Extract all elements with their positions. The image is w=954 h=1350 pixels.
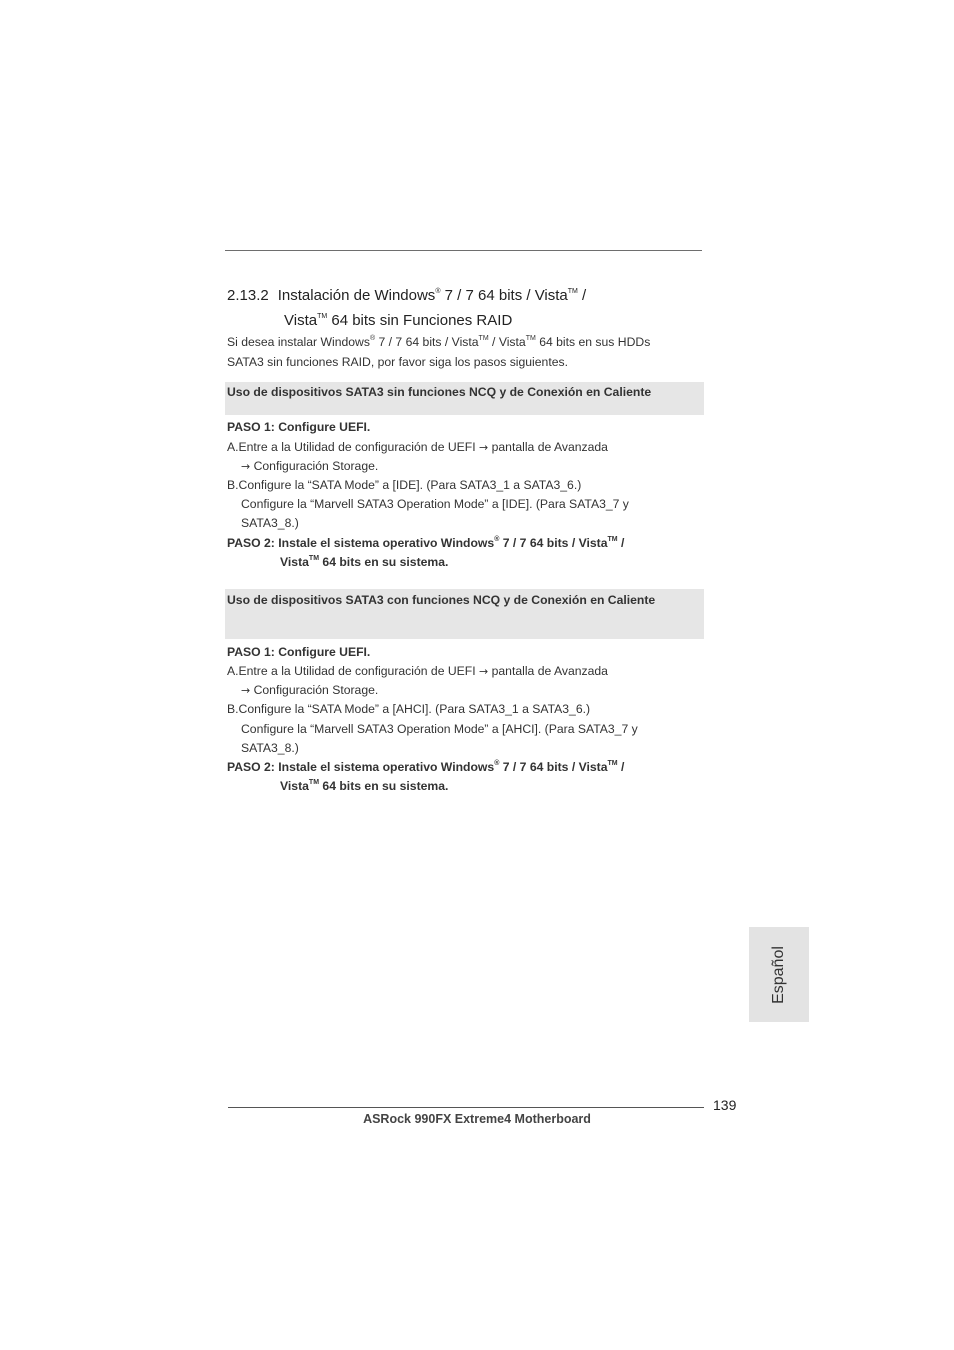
step-text: / — [617, 760, 625, 774]
step-text: 7 / 7 64 bits / Vista — [499, 536, 608, 550]
trademark-mark: TM — [308, 554, 320, 562]
heading-text: / — [577, 287, 587, 304]
page-number: 139 — [713, 1097, 737, 1113]
trademark-mark: TM — [567, 288, 578, 295]
step-b-line-3: SATA3_8.) — [241, 741, 299, 755]
intro-text: 7 / 7 64 bits / Vista — [375, 335, 479, 349]
step2-label-2 — [280, 779, 448, 793]
section-heading-line2 — [284, 312, 512, 329]
intro-line-1 — [227, 335, 650, 349]
step-text: pantalla de Avanzada — [488, 440, 608, 454]
registered-mark: ® — [494, 535, 500, 543]
registered-mark: ® — [369, 334, 376, 342]
step-b-line-2: Configure la “Marvell SATA3 Operation Mode” a [IDE]. (Para SATA3_7 y — [241, 497, 629, 511]
step2-label — [227, 536, 624, 550]
heading-text: Instalación de Windows — [277, 287, 436, 304]
arrow-icon: → — [479, 441, 489, 454]
step-b-line-3: SATA3_8.) — [241, 516, 299, 530]
arrow-icon: → — [479, 665, 489, 678]
step-text: A.Entre a la Utilidad de configuración de UEFI — [227, 664, 480, 678]
step2-label-2 — [280, 555, 448, 569]
arrow-icon: → — [241, 460, 251, 473]
intro-text: 64 bits en sus HDDs — [535, 335, 651, 349]
footer-rule — [228, 1107, 704, 1108]
step-text: PASO 2: Instale el sistema operativo Windows — [227, 760, 495, 774]
step1-label: PASO 1: Configure UEFI. — [227, 420, 371, 434]
footer-text: ASRock 990FX Extreme4 Motherboard — [363, 1112, 591, 1126]
step-a-line-2 — [241, 683, 378, 698]
step-text: pantalla de Avanzada — [488, 664, 608, 678]
step-text: Configuración Storage. — [250, 683, 379, 697]
step-a-line — [227, 664, 608, 679]
band-title-2: Uso de dispositivos SATA3 con funciones NCQ y de Conexión en Caliente — [227, 593, 656, 607]
step1-label: PASO 1: Configure UEFI. — [227, 645, 371, 659]
trademark-mark: TM — [478, 334, 489, 342]
band-title-1: Uso de dispositivos SATA3 sin funciones NCQ y de Conexión en Caliente — [227, 385, 652, 399]
heading-text: 64 bits sin Funciones RAID — [327, 312, 513, 329]
registered-mark: ® — [494, 759, 500, 767]
step-text: 64 bits en su sistema. — [319, 779, 449, 793]
intro-text: / Vista — [488, 335, 526, 349]
arrow-icon: → — [241, 684, 251, 697]
heading-text: 7 / 7 64 bits / Vista — [440, 287, 568, 304]
step-text: PASO 2: Instale el sistema operativo Windows — [227, 536, 495, 550]
step-text: Vista — [280, 555, 309, 569]
trademark-mark: TM — [308, 778, 320, 786]
step-text: Vista — [280, 779, 309, 793]
registered-mark: ® — [435, 288, 441, 295]
language-tab-label: Español — [769, 945, 787, 1004]
step-b-line-2: Configure la “Marvell SATA3 Operation Mode” a [AHCI]. (Para SATA3_7 y — [241, 722, 638, 736]
section-heading — [227, 287, 586, 304]
step-b-line: B.Configure la “SATA Mode” a [AHCI]. (Para SATA3_1 a SATA3_6.) — [227, 702, 591, 716]
step-text: Configuración Storage. — [250, 459, 379, 473]
step-text: 64 bits en su sistema. — [319, 555, 449, 569]
language-tab-label-wrap — [749, 927, 809, 1022]
trademark-mark: TM — [317, 313, 328, 320]
step-text: / — [617, 536, 625, 550]
step-text: A.Entre a la Utilidad de configuración de UEFI — [227, 440, 480, 454]
step2-label — [227, 760, 624, 774]
section-number: 2.13.2 — [227, 287, 269, 304]
intro-line-2: SATA3 sin funciones RAID, por favor siga los pasos siguientes. — [227, 355, 568, 369]
trademark-mark: TM — [607, 759, 618, 767]
step-a-line — [227, 440, 608, 455]
heading-text: Vista — [284, 312, 318, 329]
intro-text: Si desea instalar Windows — [227, 335, 370, 349]
trademark-mark: TM — [607, 535, 618, 543]
step-b-line: B.Configure la “SATA Mode” a [IDE]. (Para SATA3_1 a SATA3_6.) — [227, 478, 582, 492]
trademark-mark: TM — [525, 334, 536, 342]
top-rule — [225, 250, 702, 251]
step-text: 7 / 7 64 bits / Vista — [499, 760, 608, 774]
step-a-line-2 — [241, 459, 378, 474]
